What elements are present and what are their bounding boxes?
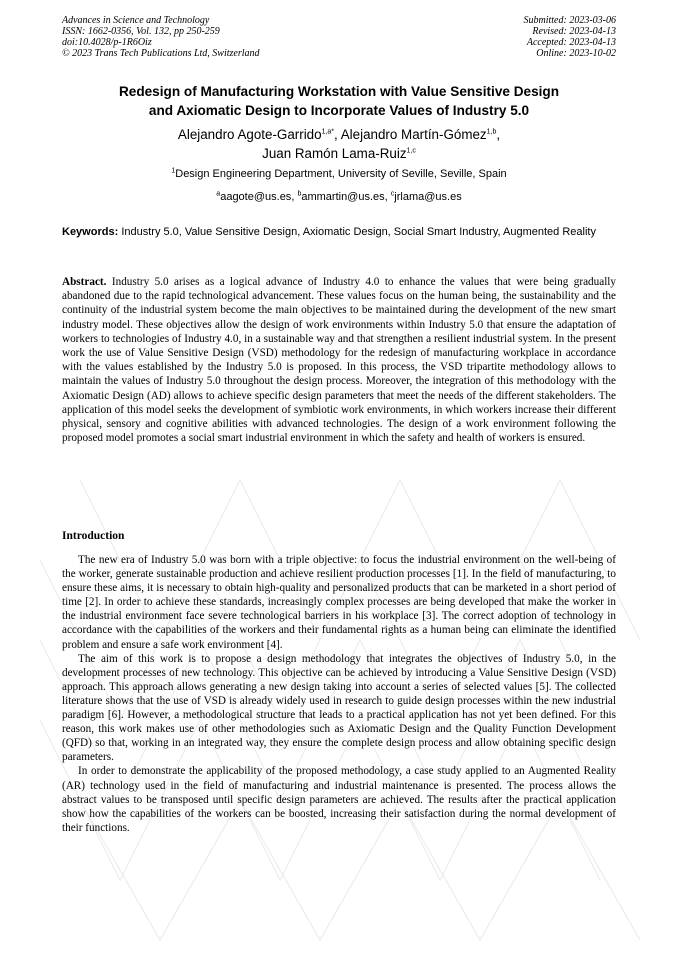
paragraph: In order to demonstrate the applicability of the proposed methodology, a case study applied to an Augmented Reality (AR) technology used in the field of manufacturing and industrial maintenance is presented. The process allows the abstract values to be transposed until specific design parameters are achieved. The results after the practical application show how the capabilities of the workers can be boosted, increasing their satisfaction during the normal development of their functions.: [62, 765, 616, 834]
abstract-text: Industry 5.0 arises as a logical advance of Industry 4.0 to enhance the values that were being gradually abandoned due to the rapid technological advancement. These values focus on the human being, the sustainability and the continuity of the industrial system become the main objectives to be maintained during the development of the new smart industry model. These objectives allow the design of work environments within Industry 5.0 that ensure the adaptation of workers to technologies of Industry 4.0, in a sustainable way and that strengthen a resilient industrial system. In the present work the use of Value Sensitive Design (VSD) methodology for the redesign of manufacturing workplace in accordance with the values established by the Industry 5.0 is proposed. In this process, the VSD tripartite methodology allows to maintain the values of Industry 5.0 throughout the design process. Moreover, the integration of this methodology with the Axiomatic Design (AD) allows to achieve specific design parameters that meet the needs of the different stakeholders. The application of this model seeks the development of symbiotic work environments, in which workers increase their different physical, sensory and cognitive abilities with advanced technologies. The design of a work environment following the proposed model promotes a social smart industrial environment in which the safety and health of workers is ensured.: [62, 276, 617, 445]
email-mark: a: [216, 190, 221, 198]
accepted-date: Accepted: 2023-04-13: [526, 37, 616, 48]
journal-name: Advances in Science and Technology: [62, 15, 210, 26]
doi-line: doi:10.4028/p-1R6Oiz: [62, 37, 152, 48]
abstract-label: Abstract.: [62, 276, 107, 288]
submitted-date: Submitted: 2023-03-06: [523, 15, 616, 26]
journal-header: [62, 15, 616, 59]
introduction-body: [62, 553, 616, 835]
author-name: Alejandro Martín-Gómez: [340, 127, 487, 142]
email-link[interactable]: jrlama@us.es: [394, 191, 462, 203]
email-mark: b: [297, 190, 302, 198]
issn-line: ISSN: 1662-0356, Vol. 132, pp 250-259: [62, 26, 220, 37]
title-line-2: and Axiomatic Design to Incorporate Values of Industry 5.0: [148, 103, 530, 118]
paragraph: The new era of Industry 5.0 was born with a triple objective: to focus the industrial environment on the well-being of the worker, generate sustainable production and achieve resilient production processes [1]. In the field of manufacturing, to ensure these aims, it is necessary to obtain high-quality and personalized products that can be marketed in a short period of time [2]. In order to achieve these standards, increasingly complex processes are being developed that make the worker in the industrial environment face severe technological barriers in his workplace [3]. The correct adoption of technology in accordance with the capabilities of the workers and their fundamental rights as a human being can eliminate the identified problem and ensure a safe work environment [4].: [62, 554, 616, 651]
author-affil-mark: 1,b: [486, 128, 497, 136]
author-name: Alejandro Agote-Garrido: [177, 127, 322, 142]
email-link[interactable]: aagote@us.es: [220, 191, 292, 203]
keywords-section: [62, 225, 616, 239]
section-heading-introduction: Introduction: [62, 530, 125, 542]
paragraph: The aim of this work is to propose a design methodology that integrates the objectives of Industry 5.0, in the development processes of new technology. This objective can be achieved by introducing a Value Sensitive Design (VSD) approach. This approach allows generating a new design taking into account a series of selected values [5]. The collected literature shows that the use of VSD is already widely used in research to guide design processes within the new industrial paradigm [6]. However, a methodological structure that leads to a practical application has not yet been defined. For this reason, this work makes use of other methodologies such as Axiomatic Design and the Quality Function Development (QFD) so that, working in an integrated way, they ensure the complete design process and allow obtaining specific design parameters.: [62, 652, 616, 764]
affiliation: [62, 168, 616, 181]
publication-dates: [524, 15, 617, 59]
affiliation-text: Design Engineering Department, University of Seville, Seville, Spain: [175, 168, 507, 180]
author-affil-mark: 1,c: [406, 147, 416, 155]
email-link[interactable]: ammartin@us.es: [301, 191, 385, 203]
author-emails: $^a$aagote@us.es, $^b$ammartin@us.es, $^c$jrlama@us.es: [216, 190, 462, 203]
email-mark: c: [390, 190, 395, 198]
abstract-section: [62, 275, 616, 445]
title-line-1: Redesign of Manufacturing Workstation with Value Sensitive Design: [118, 84, 560, 99]
revised-date: Revised: 2023-04-13: [532, 26, 616, 37]
online-date: Online: 2023-10-02: [536, 48, 616, 59]
journal-info: [62, 15, 260, 59]
author-name: Juan Ramón Lama-Ruiz: [262, 146, 407, 161]
author-affil-mark: 1,a*: [321, 128, 335, 136]
keywords-text: Industry 5.0, Value Sensitive Design, Axiomatic Design, Social Smart Industry, Augmented Reality: [121, 226, 596, 238]
affiliation-mark: 1: [171, 167, 176, 175]
author-list: Alejandro Agote-Garrido$^{1,a*}$, Alejandro Martín-Gómez$^{1,b}$, Juan Ramón Lama-Ruiz$^{1,c}$: [177, 127, 501, 161]
keywords-label: Keywords:: [62, 226, 119, 238]
paper-title: [62, 82, 616, 120]
copyright-line: © 2023 Trans Tech Publications Ltd, Switzerland: [62, 48, 260, 59]
